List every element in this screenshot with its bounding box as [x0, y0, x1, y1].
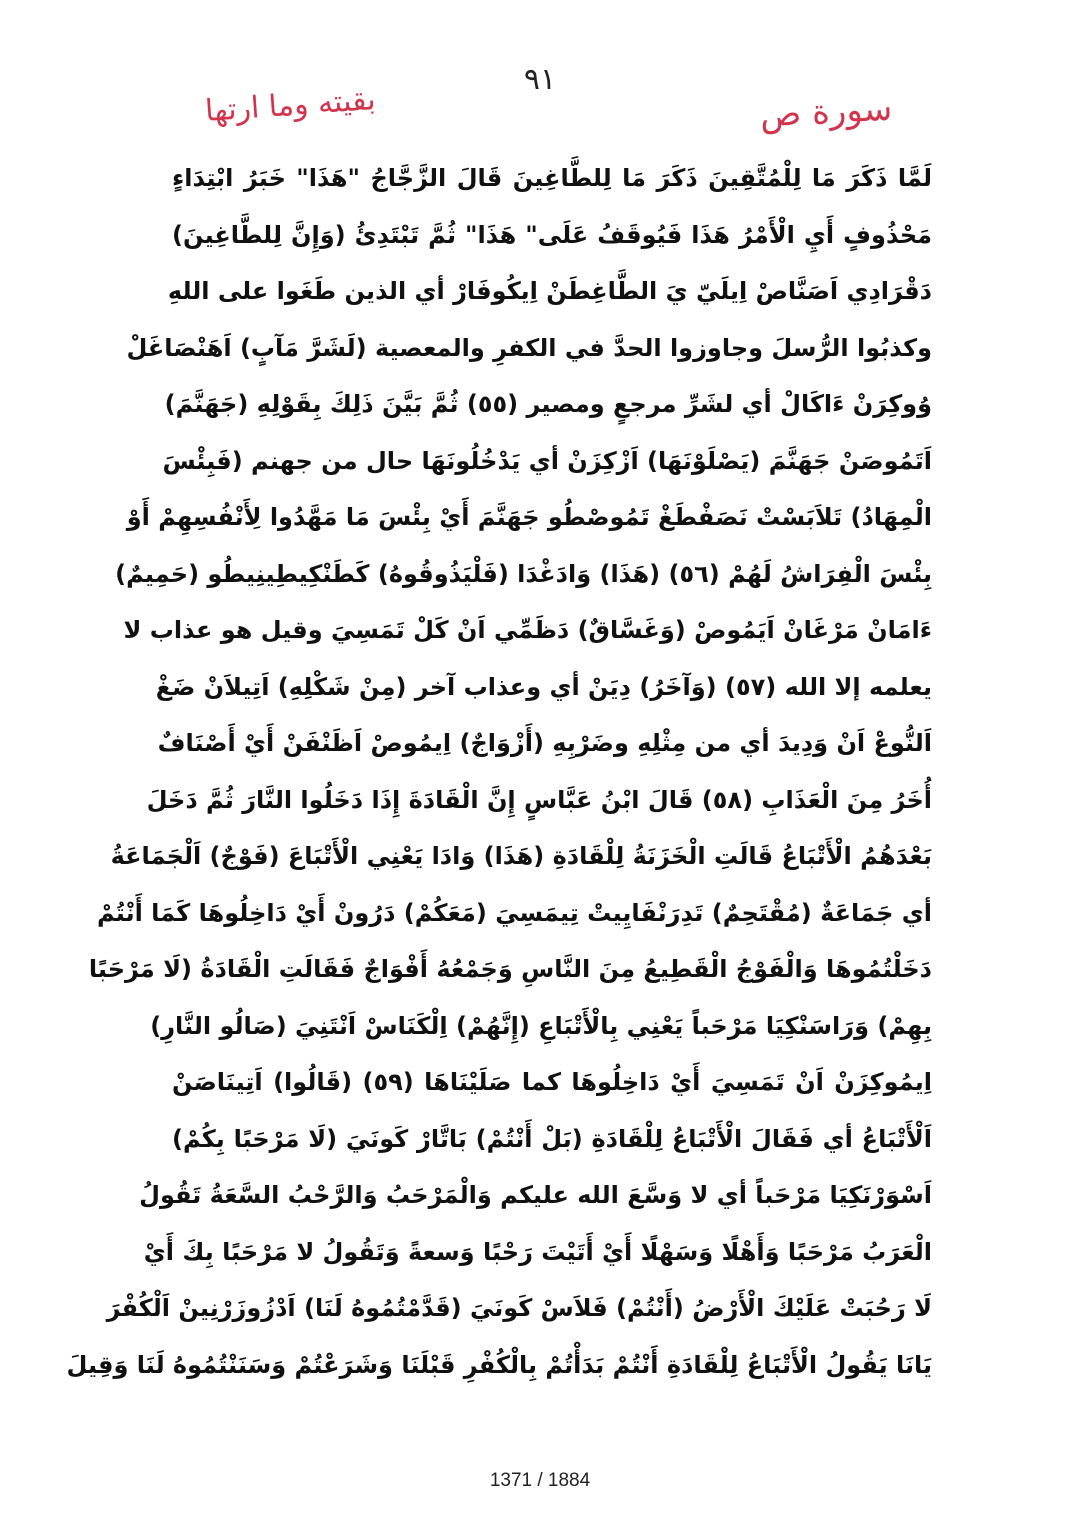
text-line: اَلنُّوعْ اَنْ وَدِيدَ أي من مِثْلِهِ وضَرْبِهِ (أَزْوَاجٌ) اِيمُوصْ اَظَنْفَنْ أَيْ أَصْنَافٌ	[157, 729, 932, 757]
text-line: بَعْدَهُمُ الْأَتْبَاعُ قَالَتِ الْخَزَنَةُ لِلْقَادَةِ (هَذَا) وَادَا يَعْنِي الْأَتْبَاعَ (فَوْجٌ) اَلْجَمَاعَةُ	[110, 842, 932, 870]
text-line: وُوكِرَنْ ءَاكَالْ أي لشَرِّ مرجعٍ ومصير (٥٥) ثُمَّ بَيَّنَ ذَلِكَ بِقَوْلِهِ (جَهَنَّمَ)	[164, 390, 932, 418]
page-counter: 1371 / 1884	[489, 1470, 591, 1491]
handwritten-surah-title: سورة ص	[759, 88, 894, 136]
text-line: يعلمه إلا الله (٥٧) (وَآخَرُ) دِيَنْ أي وعذاب آخر (مِنْ شَكْلِهِ) اَتِيلاَنْ ضَغْ	[155, 672, 932, 701]
text-line: اَسْوَرْنَكِيَا مَرْحَباً أي لا وَسَّعَ الله عليكم وَالْمَرْحَبُ وَالرَّحْبُ السَّعَةُ تَقُولُ	[139, 1181, 932, 1209]
text-line: يَانَا يَقُولُ الْأَتْبَاعُ لِلْقَادَةِ أَنْتُمْ بَدَأْتُمْ بِالْكُفْرِ قَبْلَنَا وَشَرَعْتُمْ وَسَنَنْتُمُوهُ لَنَا وَقِيلَ	[66, 1350, 932, 1379]
text-line: اَلْأَتْبَاعُ أي فَقَالَ الْأَتْبَاعُ لِلْقَادَةِ (بَلْ أَنْتُمْ) بَاتَّارْ كَونَيَ (لَا مَرْحَبًا بِكُمْ)	[172, 1124, 932, 1153]
handwritten-annotation-left: بقيته وما ارتها	[203, 82, 377, 129]
text-line: الْمِهَادُ) تَلاَبَسْتْ نَصَفْطَغْ تَمُوصْطُو جَهَنَّمَ أَيْ بِئْسَ مَا مَهَّدُوا لِأَنْفُسِهِمْ أَوْ	[126, 503, 932, 531]
text-line: الْعَرَبُ مَرْحَبًا وَأَهْلًا وَسَهْلًا أَيْ أَتَيْتَ رَحْبًا وَسعةً وَتَقُولُ لا مَرْحَبًا بِكَ أَيْ	[143, 1237, 932, 1266]
text-line: دَخَلْتُمُوهَا وَالْفَوْجُ الْقَطِيعُ مِنَ النَّاسِ وَجَمْعُهُ أَفْوَاجٌ فَقَالَتِ الْقَادَةُ (لَا مَرْحَبًا	[88, 955, 932, 983]
text-line: بِئْسَ الْفِرَاشُ لَهُمْ (٥٦) (هَذَا) وَادَغْدَا (فَلْيَذُوقُوهُ) كَطَنْكِيطِينِيطُو (حَمِيمٌ)	[115, 559, 932, 588]
text-line: ءَامَانْ مَرْغَانْ اَيَمُوصْ (وَغَسَّاقٌ) دَظَمِّي اَنْ كَلْ تَمَسِيَ وقيل هو عذاب لا	[123, 616, 932, 644]
text-line: أُخَرُ مِنَ الْعَذَابِ (٥٨) قَالَ ابْنُ عَبَّاسٍ إِنَّ الْقَادَةَ إِذَا دَخَلُوا النَّارَ ثُمَّ دَخَلَ	[146, 785, 932, 814]
text-line: بِهِمْ) وَرَاسَنْكِيَا مَرْحَباً يَعْنِي بِالْأَتْبَاعِ (إِنَّهُمْ) اِلْكَنَاسْ اَنْتَنِيَ (صَالُو النَّارِ)	[150, 1011, 932, 1040]
text-line: مَحْذُوفٍ أَيِ الْأَمْرُ هَذَا فَيُوقَفُ عَلَى" هَذَا" ثُمَّ تَبْتَدِئُ (وَإِنَّ لِلطَّاغِينَ)	[172, 220, 932, 249]
page-number: ٩١	[523, 62, 557, 97]
text-line: أي جَمَاعَةٌ (مُقْتَحِمٌ) تَدِرَنْفَايِيتْ تِيمَسِيَ (مَعَكُمْ) دَرُونْ أَيْ دَاخِلُوهَا كَمَا أَنْتُمْ	[96, 898, 932, 927]
text-line: اَتَمُوصَنْ جَهَنَّمَ (يَصْلَوْنَهَا) اَزْكِزَنْ أي يَدْخُلُونَهَا حال من جهنم (فَبِئْسَ	[162, 446, 932, 475]
text-line: اِيمُوكِزَنْ اَنْ تَمَسِيَ أَيْ دَاخِلُوهَا كما صَلَيْنَاهَا (٥٩) (قَالُوا) اَتِينَاصَنْ	[172, 1068, 932, 1096]
text-line: لَا رَحُبَتْ عَلَيْكَ الْأَرْضُ (أَنْتُمْ) فَلاَسْ كَونَيَ (قَدَّمْتُمُوهُ لَنَا) اَدْزُوزَرْنِينْ اَلْكُفْرَ	[106, 1294, 932, 1322]
text-line: دَقْرَادِي اَصَنَّاصْ اِيلَيّ يَ الطَّاغِطَنْ اِيكُوفَارْ أي الذين طَغَوا على اللهِ	[167, 277, 932, 305]
tafsir-body-text	[66, 150, 932, 1393]
text-line: وكذبُوا الرُّسلَ وجاوزوا الحدَّ في الكفرِ والمعصية (لَشَرَّ مَآبٍ) اَهَنْصَاغَلْ	[126, 333, 932, 362]
text-line: لَمَّا ذَكَرَ مَا لِلْمُتَّقِينَ ذَكَرَ مَا لِلطَّاغِينَ قَالَ الزَّجَّاجُ "هَذَا" خَبَرُ ابْتِدَاءٍ	[172, 164, 932, 192]
